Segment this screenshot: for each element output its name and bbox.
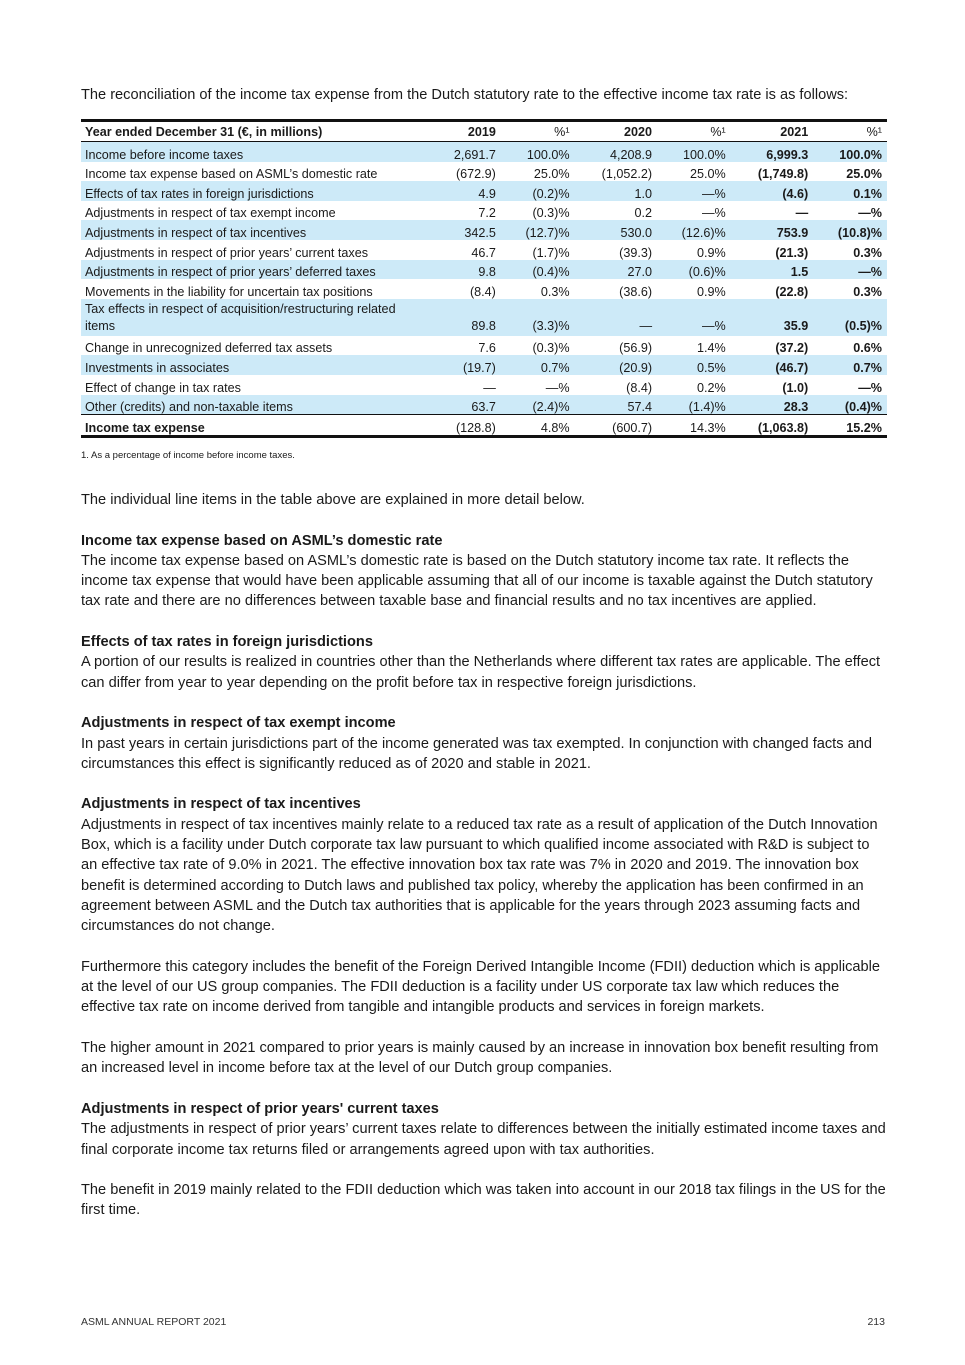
cell-value: (672.9) bbox=[455, 167, 496, 182]
cell-value: (8.4) bbox=[626, 380, 653, 395]
paragraph: The benefit in 2019 mainly related to the FDII deduction which was taken into account in our 2018 tax filings in the US for the first time. bbox=[81, 1182, 886, 1219]
paragraph: A portion of our results is realized in countries other than the Netherlands where different tax rates are applicable. The effect can differ from year to year depending on the profit before tax in respective foreign jurisdictions. bbox=[81, 654, 881, 691]
cell-value: —% bbox=[701, 206, 726, 221]
cell-value: 7.2 bbox=[478, 206, 496, 221]
row-label: Investments in associates bbox=[81, 355, 430, 375]
cell-value: (4.6) bbox=[731, 181, 813, 201]
cell-value: (3.3)% bbox=[501, 299, 575, 336]
page-number: 213 bbox=[867, 1316, 885, 1328]
table-row bbox=[81, 375, 887, 395]
row-label: Income tax expense based on ASML’s domestic rate bbox=[85, 167, 378, 182]
header-col: %¹ bbox=[710, 125, 726, 139]
header-col: %¹ bbox=[866, 125, 882, 139]
row-label: Change in unrecognized deferred tax assets bbox=[85, 341, 333, 356]
cell-value: (0.3)% bbox=[532, 206, 570, 221]
cell-value: 0.7% bbox=[813, 355, 887, 375]
cell-value: 1.4% bbox=[697, 341, 726, 356]
cell-value: 25.0% bbox=[846, 167, 882, 182]
cell-value: (0.6)% bbox=[657, 260, 731, 280]
cell-value: (46.7) bbox=[731, 355, 813, 375]
cell-value: (0.2)% bbox=[501, 181, 575, 201]
cell-value: (8.4) bbox=[469, 284, 496, 299]
cell-value: 0.3% bbox=[853, 245, 882, 260]
paragraph: Adjustments in respect of tax incentives mainly relate to a reduced tax rate as a result of application of the Dutch Innovation Box, which is a facility under Dutch corporate tax law pursuant to which qualified income associated with R&D is subject to an effective tax rate of 9.0% in 2021. The effective innovation box tax rate was 7% in 2020 and 2019. The innovation box benefit is determined according to Dutch laws and published tax policy, whereby the application has been confirmed in an agreement between ASML and the Dutch tax authorities that is applicable for the years through 2023 assuming facts and circumstances do not change. bbox=[81, 816, 878, 935]
paragraph: The adjustments in respect of prior years’ current taxes relate to differences between the initially estimated income taxes and final corporate income tax returns filed or arrangements agreed upon with tax authorities. bbox=[81, 1121, 886, 1158]
section-heading: Adjustments in respect of tax exempt income bbox=[81, 715, 396, 732]
cell-value: 6,999.3 bbox=[731, 142, 813, 162]
table-total-row bbox=[81, 415, 887, 437]
cell-value: —% bbox=[657, 299, 731, 336]
row-label: Other (credits) and non-taxable items bbox=[81, 395, 430, 415]
row-label: Movements in the liability for uncertain tax positions bbox=[85, 284, 373, 299]
table-row bbox=[81, 336, 887, 356]
cell-value: (2.4)% bbox=[501, 395, 575, 415]
intro-text: The reconciliation of the income tax expense from the Dutch statutory rate to the effective income tax rate is as follows: bbox=[81, 87, 849, 103]
cell-value: 0.5% bbox=[657, 355, 731, 375]
table-row bbox=[81, 260, 887, 280]
cell-value: 0.3% bbox=[853, 284, 882, 299]
row-label: Adjustments in respect of prior years’ current taxes bbox=[85, 245, 369, 260]
header-col: 2021 bbox=[780, 125, 809, 139]
cell-value: 0.6% bbox=[853, 341, 882, 356]
cell-value: 0.7% bbox=[501, 355, 575, 375]
cell-value: —% bbox=[813, 260, 887, 280]
header-label: Year ended December 31 (€, in millions) bbox=[85, 125, 323, 139]
cell-value: 35.9 bbox=[731, 299, 813, 336]
cell-value: (12.7)% bbox=[501, 220, 575, 240]
table-row bbox=[81, 299, 887, 336]
cell-value: — bbox=[575, 299, 657, 336]
cell-value: 0.2% bbox=[697, 380, 726, 395]
cell-value: (0.4)% bbox=[813, 395, 887, 415]
table-row bbox=[81, 142, 887, 162]
row-label: Income before income taxes bbox=[81, 142, 430, 162]
footnote: 1. As a percentage of income before income taxes. bbox=[81, 450, 295, 461]
table-row bbox=[81, 395, 887, 415]
row-label: Adjustments in respect of prior years’ deferred taxes bbox=[81, 260, 430, 280]
cell-value: (56.9) bbox=[619, 341, 653, 356]
cell-value: 27.0 bbox=[575, 260, 657, 280]
cell-value: 89.8 bbox=[430, 299, 501, 336]
cell-value: 100.0% bbox=[501, 142, 575, 162]
cell-value: 0.9% bbox=[697, 245, 726, 260]
cell-value: (0.5)% bbox=[813, 299, 887, 336]
cell-value: 25.0% bbox=[533, 167, 570, 182]
row-label: Adjustments in respect of tax exempt income bbox=[85, 206, 336, 221]
cell-value: (37.2) bbox=[775, 341, 809, 356]
row-label: Adjustments in respect of tax incentives bbox=[81, 220, 430, 240]
table-row bbox=[81, 201, 887, 221]
cell-value: 0.9% bbox=[697, 284, 726, 299]
section-heading: Effects of tax rates in foreign jurisdictions bbox=[81, 634, 373, 651]
cell-value: 4,208.9 bbox=[575, 142, 657, 162]
cell-value: 1.5 bbox=[731, 260, 813, 280]
cell-value: — bbox=[795, 206, 809, 221]
cell-value: 25.0% bbox=[690, 167, 726, 182]
paragraph: The individual line items in the table above are explained in more detail below. bbox=[81, 492, 585, 508]
cell-value: (1,749.8) bbox=[757, 167, 809, 182]
cell-value: (128.8) bbox=[455, 420, 496, 435]
cell-value: 15.2% bbox=[846, 420, 882, 435]
cell-value: 0.3% bbox=[540, 284, 570, 299]
cell-value: —% bbox=[657, 181, 731, 201]
cell-value: — bbox=[483, 380, 496, 395]
cell-value: (1.7)% bbox=[532, 245, 570, 260]
cell-value: 0.1% bbox=[813, 181, 887, 201]
cell-value: 7.6 bbox=[478, 341, 496, 356]
cell-value: 28.3 bbox=[731, 395, 813, 415]
row-label: Income tax expense bbox=[85, 420, 205, 435]
explanatory-text bbox=[81, 490, 887, 1241]
table-row bbox=[81, 181, 887, 201]
table-header-row bbox=[81, 121, 887, 142]
cell-value: (20.9) bbox=[575, 355, 657, 375]
paragraph: The income tax expense based on ASML’s domestic rate is based on the Dutch statutory income tax rate. It reflects the income tax expense that would have been applicable assuming that all of our income is taxable against the Dutch statutory tax rate and there are no differences between taxable base and financial results and no tax incentives are applied. bbox=[81, 552, 873, 610]
cell-value: 9.8 bbox=[430, 260, 501, 280]
cell-value: (39.3) bbox=[619, 245, 653, 260]
cell-value: (1.4)% bbox=[657, 395, 731, 415]
cell-value: (0.3)% bbox=[532, 341, 570, 356]
row-label: Tax effects in respect of acquisition/restructuring related items bbox=[81, 299, 430, 336]
cell-value: 63.7 bbox=[430, 395, 501, 415]
cell-value: 4.8% bbox=[540, 420, 570, 435]
cell-value: (0.4)% bbox=[501, 260, 575, 280]
cell-value: —% bbox=[858, 206, 882, 221]
cell-value: (1,052.2) bbox=[601, 167, 653, 182]
header-col: 2020 bbox=[624, 125, 653, 139]
paragraph: Furthermore this category includes the benefit of the Foreign Derived Intangible Income (FDII) deduction which is applicable at the level of our US group companies. The FDII deduction is a facility under US corporate tax law which reduces the effective tax rate on income derived from tangible and intangible products and services in foreign markets. bbox=[81, 958, 881, 1016]
table-row bbox=[81, 162, 887, 182]
cell-value: 0.2 bbox=[634, 206, 653, 221]
section-heading: Income tax expense based on ASML’s domestic rate bbox=[81, 532, 443, 549]
header-col: %¹ bbox=[554, 125, 570, 139]
cell-value: 1.0 bbox=[575, 181, 657, 201]
cell-value: 57.4 bbox=[575, 395, 657, 415]
section-heading: Adjustments in respect of tax incentives bbox=[81, 796, 361, 813]
section-heading: Adjustments in respect of prior years' current taxes bbox=[81, 1100, 439, 1117]
header-col: 2019 bbox=[467, 125, 496, 139]
cell-value: 753.9 bbox=[731, 220, 813, 240]
cell-value: (600.7) bbox=[612, 420, 653, 435]
paragraph: In past years in certain jurisdictions part of the income generated was tax exempted. In conjunction with changed facts and circumstances this effect is significantly reduced as of 2020 and stable in 2021. bbox=[81, 735, 872, 772]
cell-value: (10.8)% bbox=[813, 220, 887, 240]
table-row bbox=[81, 220, 887, 240]
cell-value: 46.7 bbox=[471, 245, 496, 260]
table-row bbox=[81, 240, 887, 260]
paragraph: The higher amount in 2021 compared to prior years is mainly caused by an increase in innovation box benefit resulting from an increased level in income before tax at the level of our Dutch group companies. bbox=[81, 1040, 879, 1077]
cell-value: 100.0% bbox=[813, 142, 887, 162]
cell-value: (38.6) bbox=[619, 284, 653, 299]
table-row bbox=[81, 355, 887, 375]
cell-value: —% bbox=[858, 380, 882, 395]
cell-value: (22.8) bbox=[775, 284, 809, 299]
cell-value: 14.3% bbox=[690, 420, 726, 435]
cell-value: 4.9 bbox=[430, 181, 501, 201]
cell-value: 100.0% bbox=[657, 142, 731, 162]
tax-reconciliation-table bbox=[81, 119, 887, 438]
cell-value: 530.0 bbox=[575, 220, 657, 240]
cell-value: —% bbox=[545, 380, 570, 395]
cell-value: (1.0) bbox=[782, 380, 809, 395]
table-row bbox=[81, 279, 887, 299]
cell-value: (21.3) bbox=[775, 245, 809, 260]
cell-value: (1,063.8) bbox=[757, 420, 809, 435]
row-label: Effect of change in tax rates bbox=[85, 380, 241, 395]
cell-value: (12.6)% bbox=[657, 220, 731, 240]
footer-report-title: ASML ANNUAL REPORT 2021 bbox=[81, 1316, 227, 1328]
cell-value: 2,691.7 bbox=[430, 142, 501, 162]
cell-value: (19.7) bbox=[430, 355, 501, 375]
cell-value: 342.5 bbox=[430, 220, 501, 240]
row-label: Effects of tax rates in foreign jurisdictions bbox=[81, 181, 430, 201]
